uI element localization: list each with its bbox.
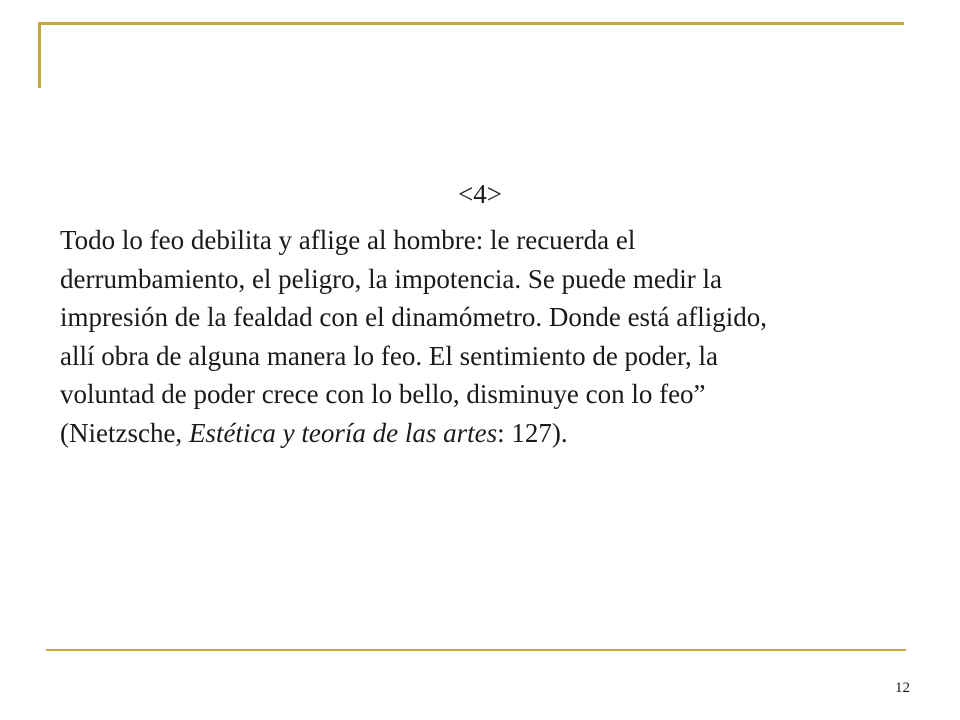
quote-line: impresión de la fealdad con el dinamómetro. Donde está afligido, <box>60 302 768 332</box>
citation-suffix: : 127). <box>497 417 568 448</box>
quote-line: allí obra de alguna manera lo feo. El sentimiento de poder, la <box>60 340 718 371</box>
bottom-rule <box>46 649 906 651</box>
quote-paragraph <box>60 221 920 452</box>
quote-line: Todo lo feo debilita y aflige al hombre: le recuerda el <box>60 225 636 255</box>
citation-line <box>60 414 920 453</box>
quote-line: voluntad de poder crece con lo bello, disminuye con lo feo” <box>60 379 706 409</box>
page-number: 12 <box>895 680 910 696</box>
top-rule <box>38 22 904 25</box>
quote-line: derrumbamiento, el peligro, la impotencia. Se puede medir la <box>60 263 723 294</box>
citation-prefix: (Nietzsche, <box>60 417 189 448</box>
citation-title: Estética y teoría de las artes <box>188 417 498 448</box>
left-rule <box>38 22 41 88</box>
slide-heading: <4> <box>458 179 502 209</box>
